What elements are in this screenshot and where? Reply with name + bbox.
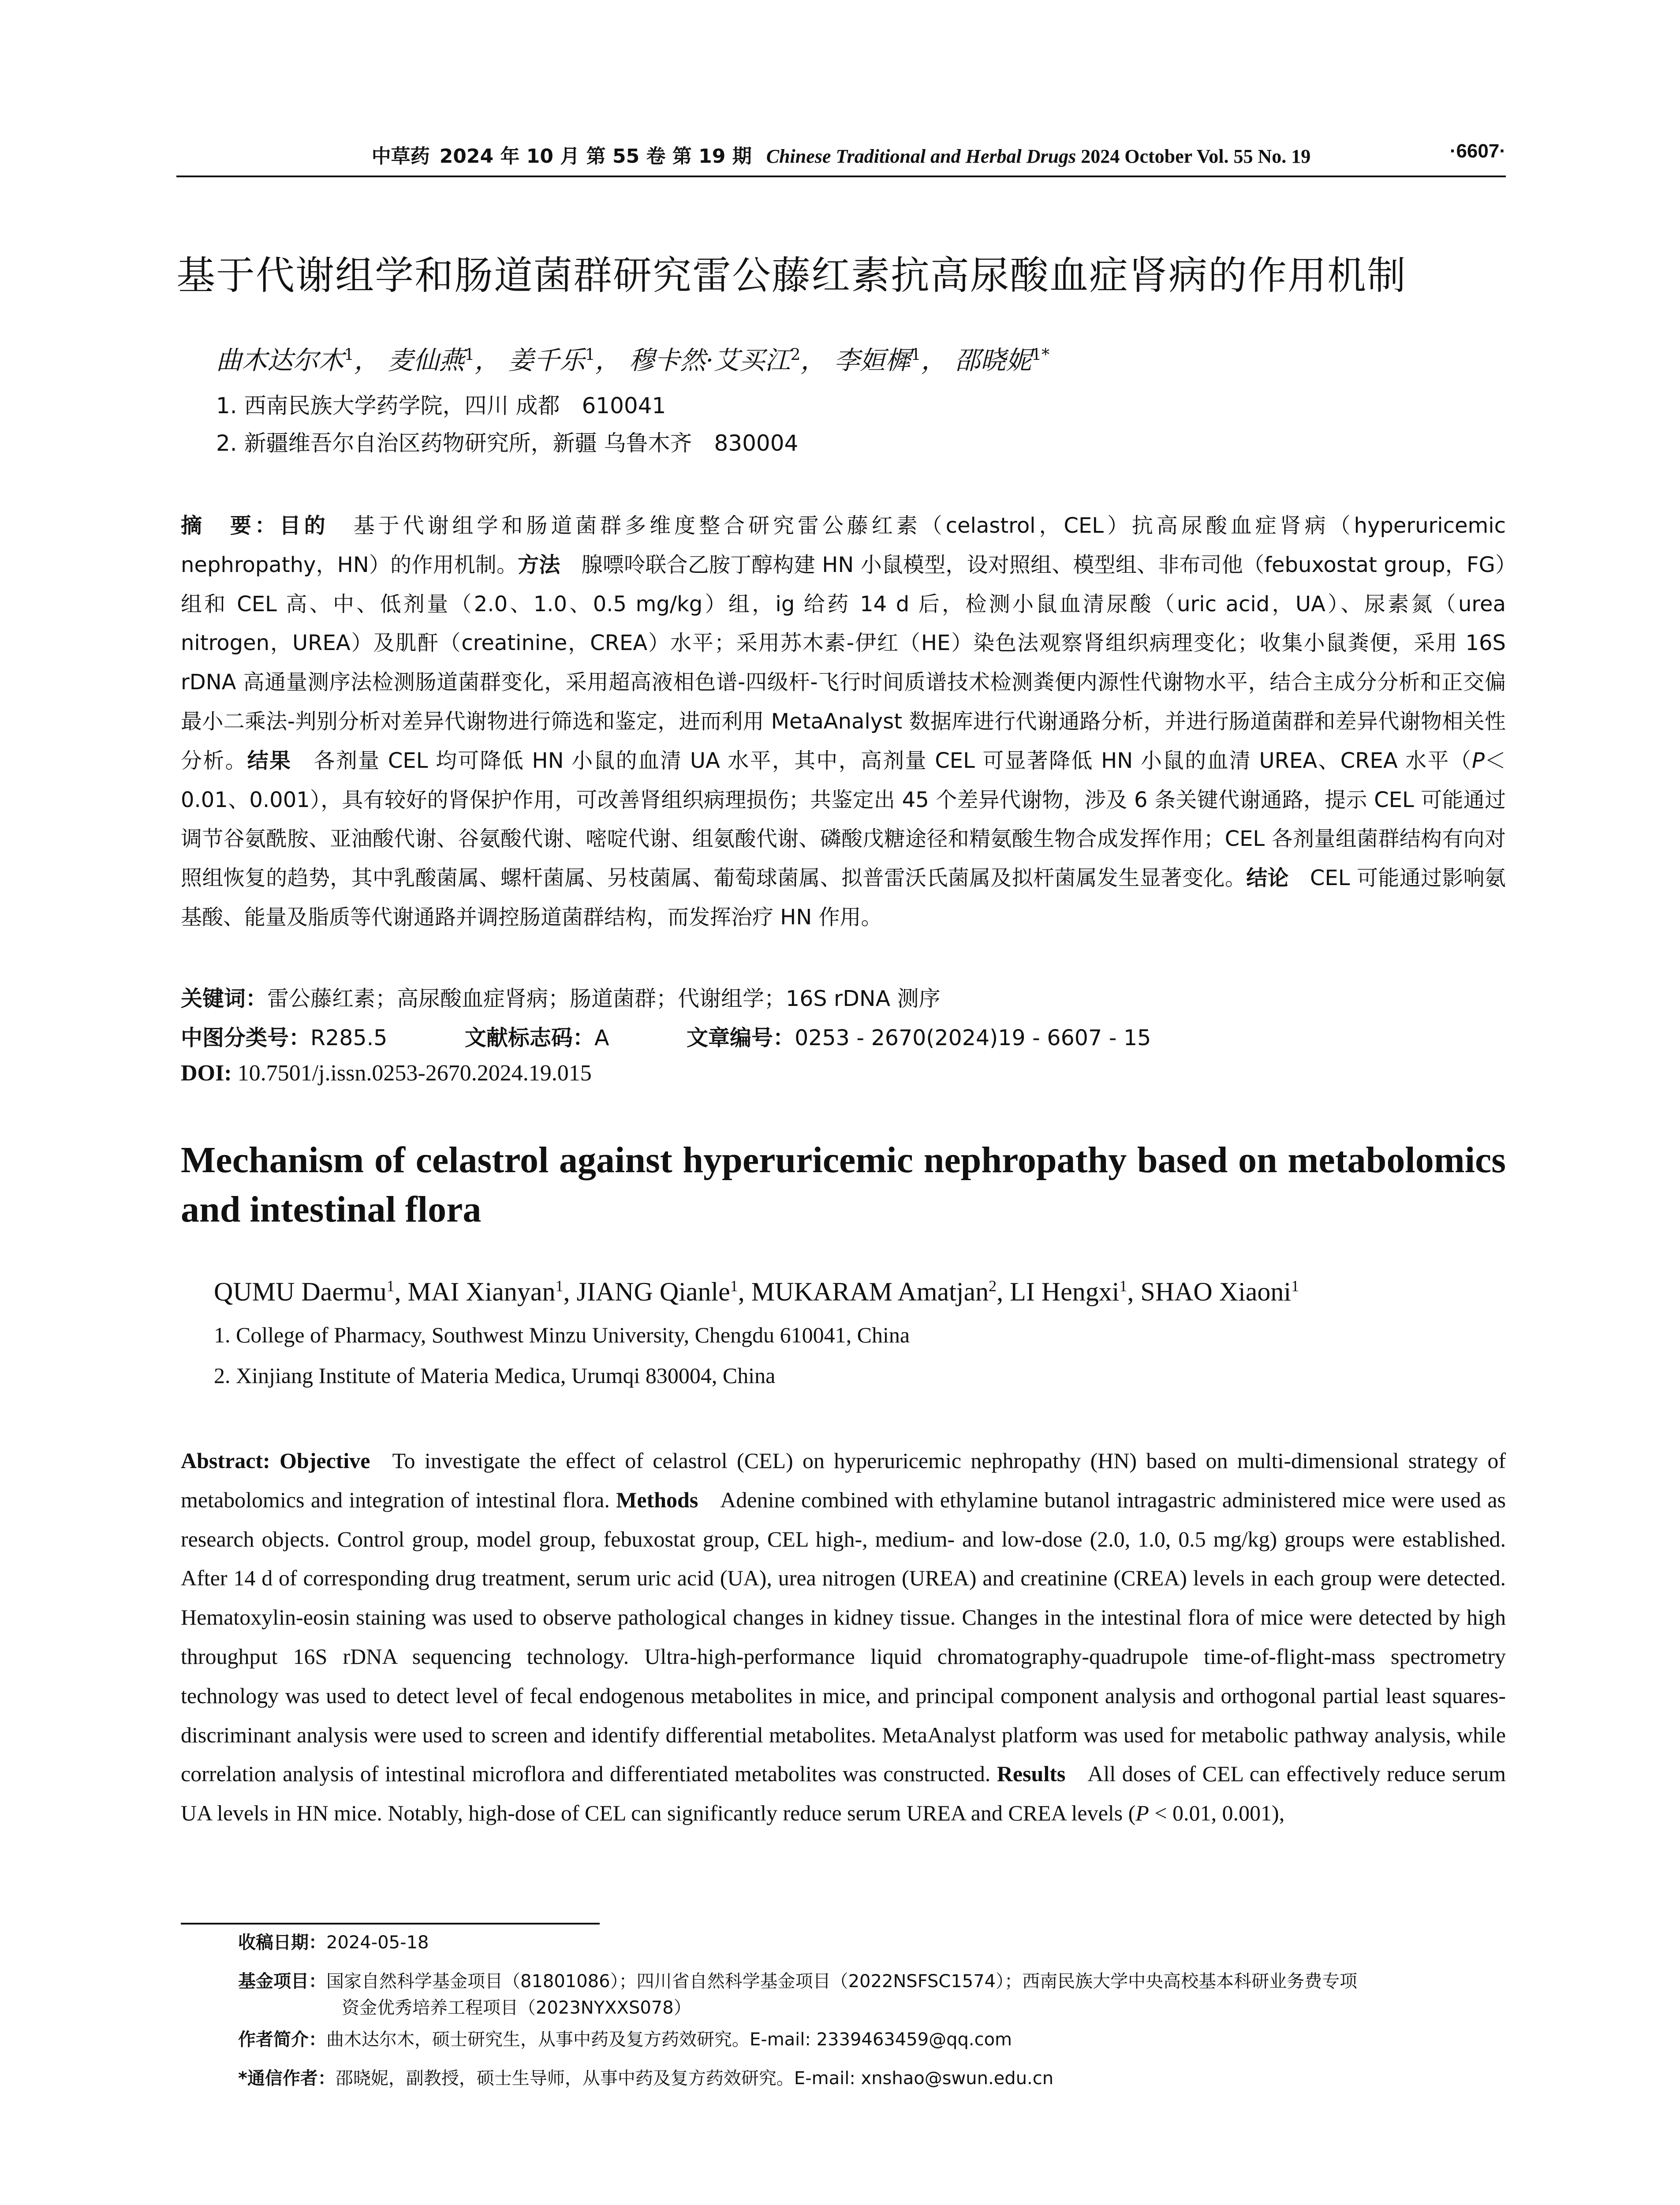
received-label: 收稿日期： bbox=[238, 1932, 326, 1953]
objective-cn: 基于代谢组学和肠道菌群多维度整合研究雷公藤红素（celastrol，CEL）抗高尿酸血症肾病（hyperuricemic nephropathy，HN）的作用机制。 bbox=[181, 513, 1506, 577]
methods-label-cn: 方法 bbox=[518, 552, 560, 577]
keywords-line bbox=[181, 982, 941, 1013]
doc-code-value: A bbox=[594, 1025, 609, 1050]
author-sup: 2 bbox=[790, 346, 801, 364]
author-en: MAI Xianyan bbox=[407, 1277, 556, 1306]
methods-cn: 腺嘌呤联合乙胺丁醇构建 HN 小鼠模型，设对照组、模型组、非布司他（febuxostat group，FG）组和 CEL 高、中、低剂量（2.0、1.0、0.5 mg/kg）组，ig 给药 14 d 后，检测小鼠血清尿酸（uric acid，UA）、尿素氮（urea nitrogen，UREA）及肌酐（creatinine，CREA）水平；采用苏木素-伊红（HE）染色法观察肾组织病理变化；收集小鼠粪便，采用 16S rDNA 高通量测序法检测肠道菌群变化，采用超高液相色谱-四级杆-飞行时间质谱技术检测粪便内源性代谢物水平，结合主成分分析和正交偏最小二乘法-判别分析对差异代谢物进行筛选和鉴定，进而利用 MetaAnalyst 数据库进行代谢通路分析，并进行肠道菌群和差异代谢物相关性分析。 bbox=[181, 552, 1506, 773]
clc-value: R285.5 bbox=[310, 1025, 388, 1050]
journal-name-cn: 中草药 bbox=[371, 145, 430, 168]
clc-label: 中图分类号： bbox=[181, 1025, 311, 1050]
author-cn: 麦仙燕 bbox=[388, 345, 465, 375]
header-rule bbox=[176, 176, 1506, 177]
corresponding-label: *通信作者： bbox=[238, 2068, 336, 2089]
author-sup: 1* bbox=[1031, 346, 1050, 364]
journal-name-en: Chinese Traditional and Herbal Drugs bbox=[766, 146, 1076, 167]
results-en-cont: < 0.01, 0.001), bbox=[1149, 1801, 1285, 1826]
doi-line bbox=[181, 1060, 592, 1086]
footnote-author bbox=[238, 2026, 1012, 2053]
author-cn: 穆卡然·艾买江 bbox=[629, 345, 791, 375]
author-sup: 1 bbox=[1291, 1277, 1299, 1295]
results-en: All doses of CEL can effectively reduce serum UA levels in HN mice. Notably, high-dose of CEL can significantly reduce serum UREA and CREA levels ( bbox=[181, 1761, 1506, 1826]
author-sup: 1 bbox=[585, 346, 595, 364]
author-cn: 李姮樨 bbox=[834, 345, 911, 375]
fund-text: 国家自然科学基金项目（81801086）；四川省自然科学基金项目（2022NSFSC1574）；西南民族大学中央高校基本科研业务费专项 bbox=[326, 1971, 1358, 1992]
page-number: ·6607· bbox=[1449, 140, 1506, 162]
author-sup: 1 bbox=[730, 1277, 738, 1295]
article-no-label: 文章编号： bbox=[687, 1025, 795, 1050]
abstract-label-en: Abstract: bbox=[181, 1448, 270, 1473]
affiliation-en-1: 1. College of Pharmacy, Southwest Minzu University, Chengdu 610041, China bbox=[214, 1323, 910, 1347]
author-sup: 1 bbox=[911, 346, 921, 364]
objective-label-en: Objective bbox=[280, 1448, 370, 1473]
title-cn: 基于代谢组学和肠道菌群研究雷公藤红素抗高尿酸血症肾病的作用机制 bbox=[176, 253, 1407, 298]
footnote-fund-cont: 资金优秀培养工程项目（2023NYXXS078） bbox=[342, 1998, 691, 2018]
authors-cn: 曲木达尔木$^1$， 麦仙燕$^1$， 姜千乐$^1$， 穆卡然·艾买江$^2$， 李姮樨$^1$， 邵晓妮$^{1*}$ bbox=[216, 345, 1050, 375]
footnote-rule bbox=[181, 1923, 600, 1925]
footnote-fund bbox=[238, 1968, 1357, 1995]
author-cn: 邵晓妮 bbox=[955, 345, 1032, 375]
keywords-label: 关键词： bbox=[181, 986, 268, 1011]
issue-cn: 2024 年 10 月 第 55 卷 第 19 期 bbox=[439, 145, 752, 168]
p-symbol: P bbox=[1472, 748, 1485, 773]
affiliation-cn-2: 2. 新疆维吾尔自治区药物研究所，新疆 乌鲁木齐 830004 bbox=[216, 430, 799, 456]
fund-label: 基金项目： bbox=[238, 1971, 326, 1992]
results-cn-cont: ＜0.01、0.001），具有较好的肾保护作用，可改善肾组织病理损伤；共鉴定出 45 个差异代谢物，涉及 6 条关键代谢通路，提示 CEL 可能通过调节谷氨酰胺、亚油酸代谢、谷氨酸代谢、嘧啶代谢、组氨酸代谢、磷酸戊糖途径和精氨酸生物合成发挥作用；CEL 各剂量组菌群结构有向对照组恢复的趋势，其中乳酸菌属、螺杆菌属、另枝菌属、葡萄球菌属、拟普雷沃氏菌属及拟杆菌属发生显著变化。 bbox=[181, 748, 1506, 891]
results-label-en: Results bbox=[997, 1761, 1066, 1786]
authors-en: QUMU Daermu$^1$, MAI Xianyan$^1$, JIANG Qianle$^1$, MUKARAM Amatjan$^2$, LI Hengxi$^1$, SHAO Xiaoni$^1$ bbox=[214, 1277, 1299, 1306]
conclusion-label-cn: 结论 bbox=[1246, 866, 1289, 891]
conclusion-cn: CEL 可能通过影响氨基酸、能量及脂质等代谢通路并调控肠道菌群结构，而发挥治疗 HN 作用。 bbox=[181, 866, 1506, 930]
running-header bbox=[176, 140, 1506, 176]
methods-en: Adenine combined with ethylamine butanol intragastric administered mice were used as research objects. Control group, model group, febuxostat group, CEL high-, medium- and low-dose (2.0, 1.0, 0.5 mg/kg) groups were established. After 14 d of corresponding drug treatment, serum uric acid (UA), urea nitrogen (UREA) and creatinine (CREA) levels in each group were detected. Hematoxylin-eosin staining was used to observe pathological changes in kidney tissue. Changes in the intestinal flora of mice were detected by high throughput 16S rDNA sequencing technology. Ultra-high-performance liquid chromatography-quadrupole time-of-flight-mass spectrometry technology was used to detect level of fecal endogenous metabolites in mice, and principal component analysis and orthogonal partial least squares-discriminant analysis were used to screen and identify differential metabolites. MetaAnalyst platform was used for metabolic pathway analysis, while correlation analysis of intestinal microflora and differentiated metabolites was constructed. bbox=[181, 1487, 1506, 1786]
author-cn: 姜千乐 bbox=[508, 345, 585, 375]
objective-en: To investigate the effect of celastrol (CEL) on hyperuricemic nephropathy (HN) based on multi-dimensional strategy of metabolomics and integration of intestinal flora. bbox=[181, 1448, 1506, 1512]
keywords: 雷公藤红素；高尿酸血症肾病；肠道菌群；代谢组学；16S rDNA 测序 bbox=[267, 986, 941, 1011]
classification-line bbox=[181, 1021, 1151, 1052]
author-sup: 1 bbox=[386, 1277, 395, 1295]
p-symbol: P bbox=[1135, 1801, 1149, 1826]
footnote-received bbox=[238, 1929, 429, 1956]
author-cn: 曲木达尔木 bbox=[216, 345, 344, 375]
article-no-value: 0253 - 2670(2024)19 - 6607 - 15 bbox=[795, 1025, 1151, 1050]
received-date: 2024-05-18 bbox=[326, 1932, 429, 1953]
methods-label-en: Methods bbox=[616, 1487, 698, 1512]
results-cn: 各剂量 CEL 均可降低 HN 小鼠的血清 UA 水平，其中，高剂量 CEL 可显著降低 HN 小鼠的血清 UREA、CREA 水平（ bbox=[313, 748, 1472, 773]
affiliation-cn-1: 1. 西南民族大学药学院，四川 成都 610041 bbox=[216, 393, 666, 419]
running-header-center bbox=[176, 140, 1506, 168]
footnote-corresponding bbox=[238, 2065, 1053, 2092]
author-sup: 1 bbox=[555, 1277, 564, 1295]
doi-value: 10.7501/j.issn.0253-2670.2024.19.015 bbox=[237, 1061, 592, 1086]
author-sup: 1 bbox=[1119, 1277, 1127, 1295]
abstract-label-cn: 摘 要： bbox=[181, 513, 280, 538]
results-label-cn: 结果 bbox=[247, 748, 292, 773]
issue-en: 2024 October Vol. 55 No. 19 bbox=[1081, 146, 1311, 167]
author-en: LI Hengxi bbox=[1010, 1277, 1120, 1306]
author-sup: 1 bbox=[464, 346, 475, 364]
author-sup: 1 bbox=[344, 346, 354, 364]
author-en: SHAO Xiaoni bbox=[1140, 1277, 1292, 1306]
title-en: Mechanism of celastrol against hyperuricemic nephropathy based on metabolomics and intestinal flora bbox=[181, 1140, 1506, 1230]
doi-label: DOI: bbox=[181, 1061, 232, 1086]
author-en: JIANG Qianle bbox=[576, 1277, 730, 1306]
author-en: MUKARAM Amatjan bbox=[751, 1277, 989, 1306]
affiliation-en-2: 2. Xinjiang Institute of Materia Medica, Urumqi 830004, China bbox=[214, 1363, 776, 1388]
author-sup: 2 bbox=[989, 1277, 997, 1295]
abstract-cn bbox=[181, 506, 1506, 937]
abstract-en bbox=[181, 1441, 1506, 1833]
objective-label-cn: 目的 bbox=[279, 513, 329, 538]
doc-code-label: 文献标志码： bbox=[464, 1025, 594, 1050]
author-bio-label: 作者简介： bbox=[238, 2029, 326, 2050]
author-en: QUMU Daermu bbox=[214, 1277, 387, 1306]
corresponding-author: 邵晓妮，副教授，硕士生导师，从事中药及复方药效研究。E-mail: xnshao@swun.edu.cn bbox=[335, 2068, 1054, 2089]
author-bio: 曲木达尔木，硕士研究生，从事中药及复方药效研究。E-mail: 2339463459@qq.com bbox=[326, 2029, 1012, 2050]
